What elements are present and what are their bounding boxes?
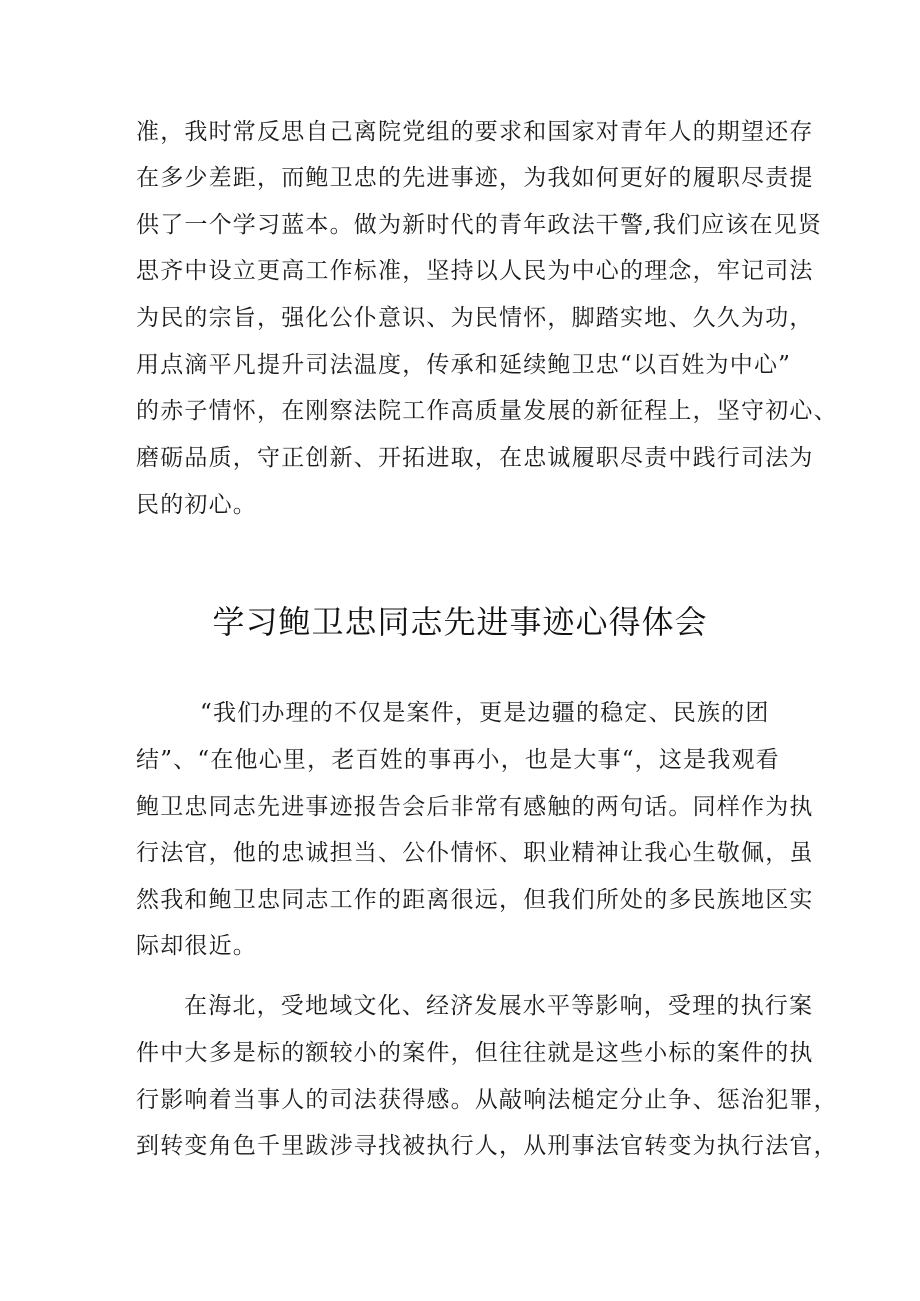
text-line: 的赤子情怀，在刚察法院工作高质量发展的新征程上，坚守初心、	[136, 398, 838, 424]
text-line: 件中大多是标的额较小的案件，但往往就是这些小标的案件的执	[136, 1040, 814, 1066]
text-line: “我们办理的不仅是案件，更是边疆的稳定、民族的团	[200, 700, 770, 726]
text-line: 供了一个学习蓝本。做为新时代的青年政法干警,我们应该在见贤	[136, 212, 823, 238]
text-line: 际却很近。	[136, 933, 257, 959]
text-line: 结”、“在他心里，老百姓的事再小，也是大事“，这是我观看	[136, 747, 780, 773]
text-line: 然我和鲍卫忠同志工作的距离很远，但我们所处的多民族地区实	[136, 887, 814, 913]
text-line: 在海北，受地域文化、经济发展水平等影响，受理的执行案	[184, 993, 814, 1019]
section-title: 学习鲍卫忠同志先进事迹心得体会	[212, 603, 708, 641]
text-line: 行法官，他的忠诚担当、公仆情怀、职业精神让我心生敬佩，虽	[136, 840, 814, 866]
text-line: 为民的宗旨，强化公仆意识、为民情怀，脚踏实地、久久为功，	[136, 305, 814, 331]
text-line: 磨砺品质，守正创新、开拓进取，在忠诚履职尽责中践行司法为	[136, 445, 814, 471]
text-line: 民的初心。	[136, 492, 257, 518]
text-line: 思齐中设立更高工作标准，坚持以人民为中心的理念，牢记司法	[136, 258, 814, 284]
text-line: 准，我时常反思自己离院党组的要求和国家对青年人的期望还存	[136, 119, 814, 145]
text-line: 行影响着当事人的司法获得感。从敲响法槌定分止争、惩治犯罪，	[136, 1087, 838, 1113]
text-line: 用点滴平凡提升司法温度，传承和延续鲍卫忠“以百姓为中心”	[136, 352, 792, 378]
text-line: 鲍卫忠同志先进事迹报告会后非常有感触的两句话。同样作为执	[136, 794, 814, 820]
text-line: 到转变角色千里跋涉寻找被执行人，从刑事法官转变为执行法官，	[136, 1133, 838, 1159]
text-line: 在多少差距，而鲍卫忠的先进事迹，为我如何更好的履职尽责提	[136, 165, 814, 191]
